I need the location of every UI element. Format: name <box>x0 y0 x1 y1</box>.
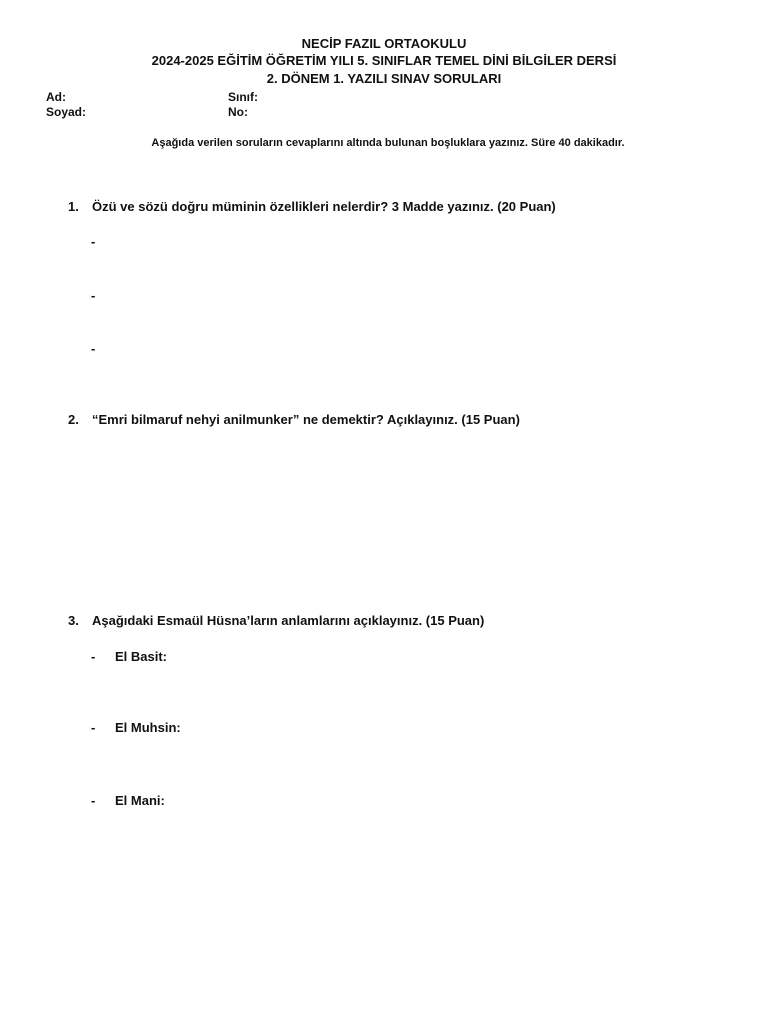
question-3 <box>68 612 484 629</box>
question-text: Özü ve sözü doğru müminin özellikleri nelerdir? 3 Madde yazınız. (20 Puan) <box>92 199 556 214</box>
term-label: El Basit: <box>115 649 168 664</box>
term-label: El Mani: <box>115 793 165 808</box>
question-1 <box>68 198 556 215</box>
term-dash: - <box>91 793 96 808</box>
question-2 <box>68 411 520 428</box>
course-title: 2024-2025 EĞİTİM ÖĞRETİM YILI 5. SINIFLAR TEMEL DİNİ BİLGİLER DERSİ <box>151 53 617 68</box>
number-field-label: No: <box>228 105 248 119</box>
term-el-mani <box>91 792 165 809</box>
answer-bullet: - <box>91 341 96 356</box>
term-el-basit <box>91 648 167 665</box>
answer-bullet: - <box>91 288 96 303</box>
term-label: El Muhsin: <box>115 720 181 735</box>
name-field-label: Ad: <box>46 90 66 104</box>
question-number: 3. <box>68 613 79 628</box>
term-dash: - <box>91 649 96 664</box>
term-dash: - <box>91 720 96 735</box>
question-number: 2. <box>68 412 79 427</box>
exam-title: 2. DÖNEM 1. YAZILI SINAV SORULARI <box>266 71 502 86</box>
exam-instruction: Aşağıda verilen soruların cevaplarını altında bulunan boşluklara yazınız. Süre 40 dakikadır. <box>151 137 625 149</box>
class-field-label: Sınıf: <box>228 90 258 104</box>
term-el-muhsin <box>91 719 181 736</box>
question-text: “Emri bilmaruf nehyi anilmunker” ne demektir? Açıklayınız. (15 Puan) <box>92 412 520 427</box>
question-text: Aşağıdaki Esmaül Hüsna’ların anlamlarını açıklayınız. (15 Puan) <box>92 613 485 628</box>
school-name: NECİP FAZIL ORTAOKULU <box>301 36 467 51</box>
question-number: 1. <box>68 199 79 214</box>
answer-bullet: - <box>91 234 96 249</box>
surname-field-label: Soyad: <box>46 105 87 119</box>
